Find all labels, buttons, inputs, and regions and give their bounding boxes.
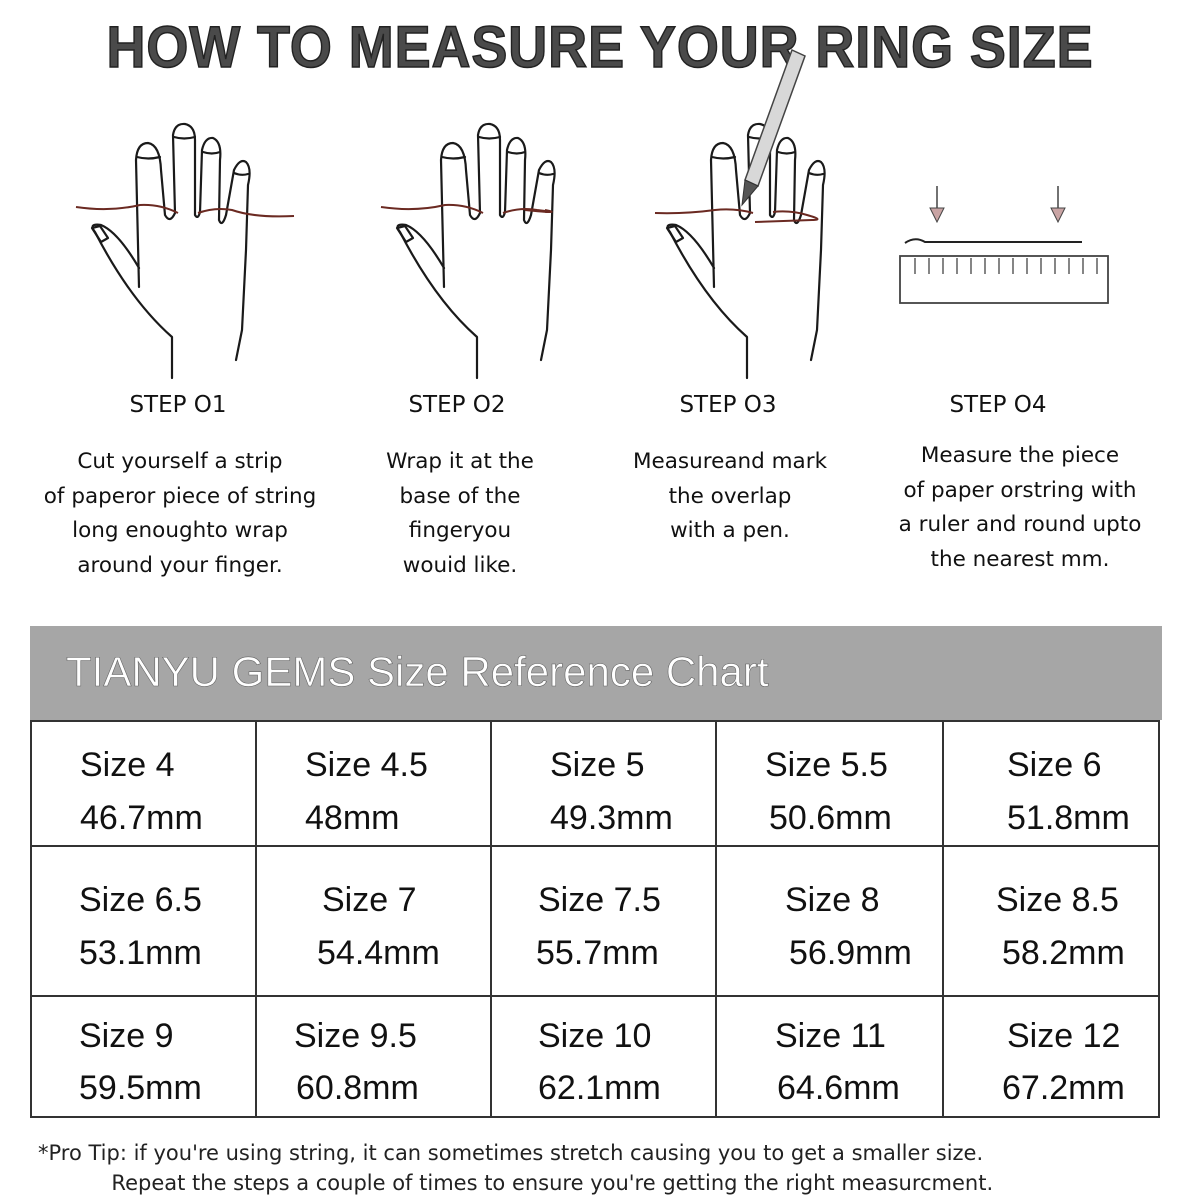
circumference-mm: 48mm — [305, 799, 400, 837]
size-cell — [32, 722, 257, 847]
pro-tip-line-1: *Pro Tip: if you're using string, it can sometimes stretch causing you to get a smaller size. — [38, 1141, 984, 1165]
hand-step-3-icon — [655, 124, 825, 378]
circumference-mm: 62.1mm — [538, 1069, 661, 1107]
ring-size: Size 9 — [79, 1017, 174, 1055]
size-cell — [32, 847, 257, 997]
circumference-mm: 51.8mm — [1007, 799, 1130, 837]
ring-size: Size 4 — [80, 746, 175, 784]
step-1-label: STEP O1 — [129, 392, 227, 418]
step-3-label: STEP O3 — [679, 392, 777, 418]
size-cell — [492, 722, 717, 847]
size-cell — [257, 722, 492, 847]
ring-size: Size 6 — [1007, 746, 1102, 784]
circumference-mm: 58.2mm — [1002, 934, 1125, 972]
ring-size: Size 5 — [550, 746, 645, 784]
circumference-mm: 49.3mm — [550, 799, 673, 837]
ring-size: Size 9.5 — [294, 1017, 417, 1055]
step-2-label: STEP O2 — [408, 392, 506, 418]
ring-size: Size 7 — [322, 881, 417, 919]
step-4-description: Measure the piece of paper orstring with a ruler and round upto the nearest mm. — [898, 443, 1142, 572]
ring-size: Size 8 — [785, 881, 880, 919]
circumference-mm: 60.8mm — [296, 1069, 419, 1107]
step-1-description: Cut yourself a strip of paperor piece of string long enoughto wrap around your finger. — [43, 449, 317, 578]
ring-size: Size 8.5 — [996, 881, 1119, 919]
illustrations — [0, 0, 1200, 400]
pro-tip-line-2: Repeat the steps a couple of times to ensure you're getting the right measurcment. — [38, 1171, 994, 1195]
pro-tip — [38, 1138, 993, 1198]
step-4-label: STEP O4 — [949, 392, 1047, 418]
size-cell — [717, 997, 944, 1116]
size-chart-title: TIANYU GEMS Size Reference Chart — [66, 648, 769, 695]
ruler-icon — [900, 186, 1108, 303]
hand-step-2-icon — [381, 124, 555, 378]
size-chart-table — [30, 720, 1160, 1118]
ring-size: Size 6.5 — [79, 881, 202, 919]
size-chart-header — [30, 626, 1162, 720]
circumference-mm: 59.5mm — [79, 1069, 202, 1107]
step-3-description: Measureand mark the overlap with a pen. — [632, 449, 828, 543]
size-cell — [717, 722, 944, 847]
page-title: HOW TO MEASURE YOUR RING SIZE — [106, 15, 1094, 80]
size-cell — [944, 847, 1158, 997]
size-cell — [32, 997, 257, 1116]
circumference-mm: 55.7mm — [536, 934, 659, 972]
size-cell — [257, 997, 492, 1116]
circumference-mm: 67.2mm — [1002, 1069, 1125, 1107]
size-cell — [944, 722, 1158, 847]
ring-size: Size 7.5 — [538, 881, 661, 919]
circumference-mm: 46.7mm — [80, 799, 203, 837]
ring-size: Size 5.5 — [765, 746, 888, 784]
size-cell — [492, 997, 717, 1116]
circumference-mm: 54.4mm — [317, 934, 440, 972]
circumference-mm: 64.6mm — [777, 1069, 900, 1107]
ring-size: Size 12 — [1007, 1017, 1121, 1055]
circumference-mm: 56.9mm — [789, 934, 912, 972]
ring-size: Size 11 — [775, 1017, 886, 1055]
size-cell — [717, 847, 944, 997]
step-2-description: Wrap it at the base of the fingeryou wouid like. — [386, 449, 534, 578]
circumference-mm: 53.1mm — [79, 934, 202, 972]
size-cell — [944, 997, 1158, 1116]
circumference-mm: 50.6mm — [769, 799, 892, 837]
ring-size: Size 4.5 — [305, 746, 428, 784]
ring-size: Size 10 — [538, 1017, 652, 1055]
size-cell — [492, 847, 717, 997]
size-cell — [257, 847, 492, 997]
hand-step-1-icon — [76, 124, 294, 378]
